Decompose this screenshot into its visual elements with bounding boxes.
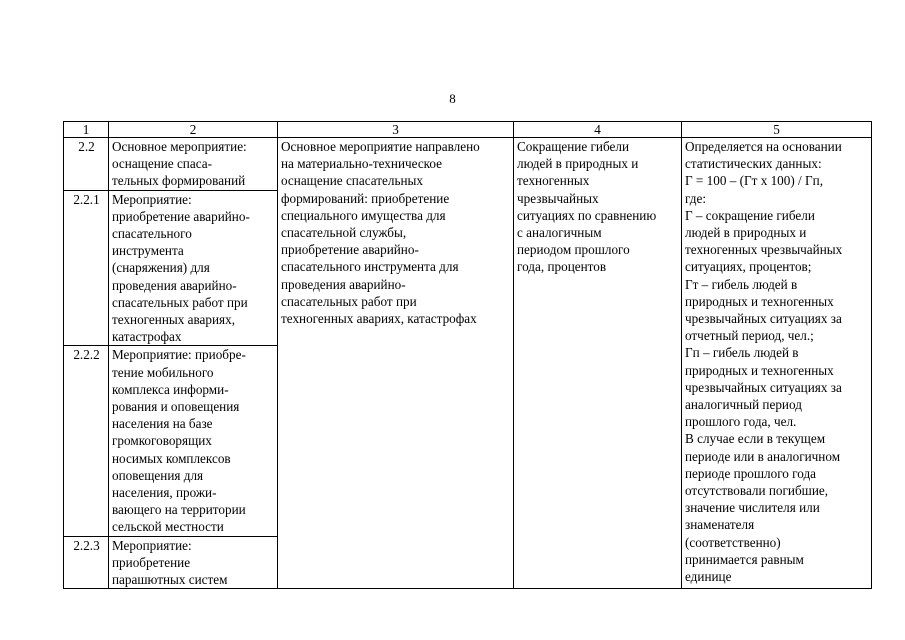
text-line: Определяется на основании bbox=[685, 139, 842, 154]
row-number: 2.2 bbox=[64, 138, 109, 191]
text-line: периодом прошлого bbox=[517, 242, 630, 258]
header-col-3: 3 bbox=[278, 122, 514, 138]
indicator-name bbox=[514, 138, 682, 589]
text-line: людей в природных и bbox=[517, 156, 639, 172]
text-line: спасательных работ при bbox=[112, 294, 248, 310]
text-line: специального имущества для bbox=[281, 207, 446, 223]
text-line: спасательного bbox=[112, 226, 192, 242]
text-line: вающего на территории bbox=[112, 502, 246, 518]
row-number: 2.2.2 bbox=[64, 346, 109, 536]
text-line: тение мобильного bbox=[112, 364, 214, 380]
text-line: чрезвычайных bbox=[517, 190, 599, 206]
text-line: парашютных систем bbox=[112, 572, 228, 588]
text-line: знаменателя bbox=[685, 517, 755, 533]
text-line: комплекса информи- bbox=[112, 381, 229, 397]
text-line: проведения аварийно- bbox=[112, 277, 237, 293]
text-line: Мероприятие: приобре- bbox=[112, 347, 246, 363]
text-line: техногенных авариях, катастрофах bbox=[281, 311, 477, 327]
text-line: оповещения для bbox=[112, 467, 204, 483]
text-line: прошлого года, чел. bbox=[685, 414, 797, 430]
text-line: отсутствовали погибшие, bbox=[685, 483, 829, 499]
row-number: 2.2.1 bbox=[64, 190, 109, 346]
activity-name bbox=[109, 346, 278, 536]
text-line: значение числителя или bbox=[685, 500, 820, 516]
page-number: 8 bbox=[449, 91, 456, 106]
text-line: В случае если в текущем bbox=[685, 431, 826, 447]
text-line: Г = 100 – (Гт x 100) / Гп, bbox=[685, 173, 823, 189]
text-line: Гт – гибель людей в bbox=[685, 276, 798, 292]
text-line: техногенных чрезвычайных bbox=[685, 242, 843, 258]
text-line: громкоговорящих bbox=[112, 433, 212, 449]
text-line: Гп – гибель людей в bbox=[685, 345, 799, 361]
text-line: где: bbox=[685, 190, 706, 206]
activity-name-text bbox=[112, 138, 275, 190]
text-line: чрезвычайных ситуациях за bbox=[685, 311, 842, 327]
indicator-text bbox=[517, 138, 679, 276]
header-row bbox=[64, 122, 872, 138]
text-line: периоде прошлого года bbox=[685, 465, 817, 481]
text-line: спасательной службы, bbox=[281, 225, 407, 241]
text-line: на материально-техническое bbox=[281, 156, 443, 172]
text-line: Мероприятие: bbox=[112, 191, 192, 207]
text-line: оснащение спасательных bbox=[281, 173, 423, 189]
calculation-method bbox=[682, 138, 872, 589]
text-line: приобретение аварийно- bbox=[112, 208, 250, 224]
text-line: проведения аварийно- bbox=[281, 276, 406, 292]
text-line: приобретение аварийно- bbox=[281, 242, 419, 258]
activities-table bbox=[63, 121, 872, 589]
text-line: Г – сокращение гибели bbox=[685, 207, 815, 223]
text-line: ситуациях, процентов; bbox=[685, 259, 812, 275]
text-line: (снаряжения) для bbox=[112, 260, 210, 276]
text-line: Основное мероприятие: bbox=[112, 139, 247, 154]
text-line: тельных формирований bbox=[112, 173, 246, 189]
text-line: природных и техногенных bbox=[685, 293, 834, 309]
text-line: населения на базе bbox=[112, 416, 213, 432]
activity-name bbox=[109, 536, 278, 589]
header-col-2: 2 bbox=[109, 122, 278, 138]
text-line: отчетный период, чел.; bbox=[685, 328, 814, 344]
text-line: катастрофах bbox=[112, 329, 182, 345]
text-line: Сокращение гибели bbox=[517, 139, 630, 154]
text-line: людей в природных и bbox=[685, 225, 807, 241]
text-line: с аналогичным bbox=[517, 225, 602, 241]
text-line: техногенных авариях, bbox=[112, 312, 236, 328]
text-line: статистических данных: bbox=[685, 156, 822, 172]
header-col-5: 5 bbox=[682, 122, 872, 138]
table-row bbox=[64, 138, 872, 191]
text-line: техногенных bbox=[517, 173, 590, 189]
text-line: формирований: приобретение bbox=[281, 190, 450, 206]
activity-name-text bbox=[112, 346, 275, 535]
text-line: периоде или в аналогичном bbox=[685, 448, 841, 464]
text-line: чрезвычайных ситуациях за bbox=[685, 379, 842, 395]
calculation-text bbox=[685, 138, 869, 585]
text-line: оснащение спаса- bbox=[112, 156, 212, 172]
text-line: года, процентов bbox=[517, 259, 607, 275]
text-line: Основное мероприятие направлено bbox=[281, 139, 480, 154]
text-line: сельской местности bbox=[112, 519, 224, 535]
text-line: принимается равным bbox=[685, 551, 804, 567]
text-line: спасательного инструмента для bbox=[281, 259, 459, 275]
text-line: единице bbox=[685, 569, 732, 585]
activity-name-text bbox=[112, 191, 275, 346]
text-line: носимых комплексов bbox=[112, 450, 231, 466]
activity-name bbox=[109, 190, 278, 346]
text-line: природных и техногенных bbox=[685, 362, 834, 378]
text-line: аналогичный период bbox=[685, 397, 802, 413]
text-line: рования и оповещения bbox=[112, 399, 240, 415]
text-line: ситуациях по сравнению bbox=[517, 207, 657, 223]
text-line: спасательных работ при bbox=[281, 293, 417, 309]
description-text bbox=[281, 138, 511, 327]
row-number: 2.2.3 bbox=[64, 536, 109, 589]
text-line: приобретение bbox=[112, 554, 191, 570]
activity-name bbox=[109, 138, 278, 191]
header-col-1: 1 bbox=[64, 122, 109, 138]
activity-name-text bbox=[112, 537, 275, 589]
header-col-4: 4 bbox=[514, 122, 682, 138]
text-line: Мероприятие: bbox=[112, 537, 192, 553]
text-line: (соответственно) bbox=[685, 534, 781, 550]
text-line: населения, прожи- bbox=[112, 485, 217, 501]
activity-description bbox=[278, 138, 514, 589]
text-line: инструмента bbox=[112, 243, 184, 259]
